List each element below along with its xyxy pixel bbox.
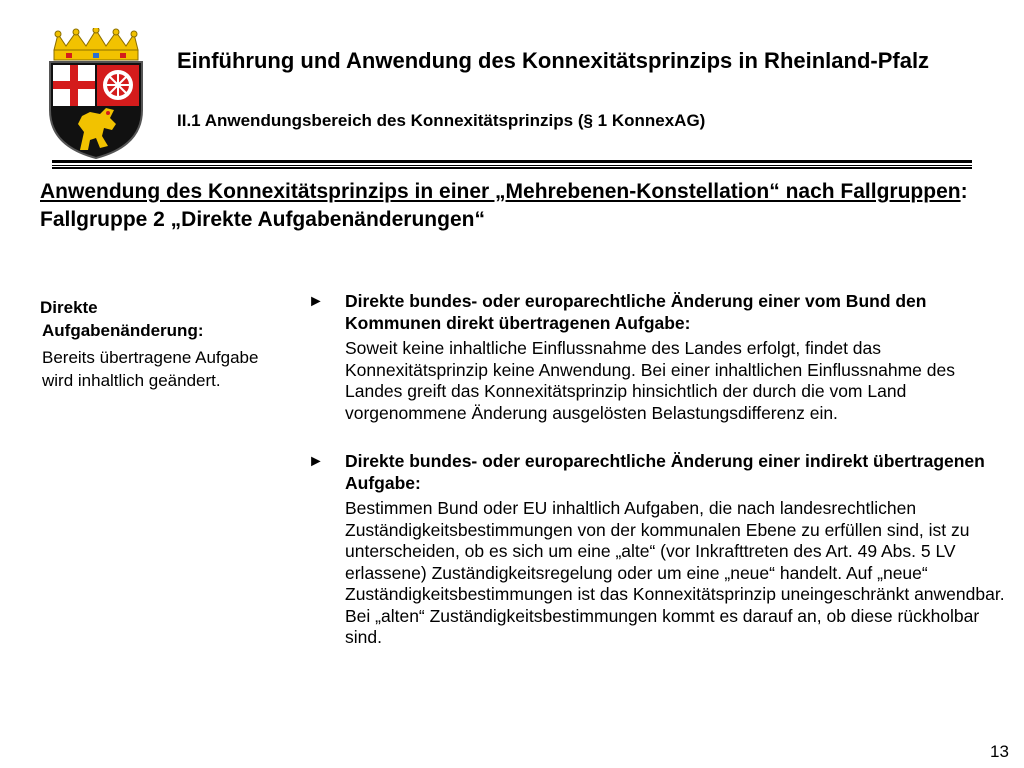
sidebar-heading-line2: Aufgabenänderung: (42, 321, 204, 340)
main-content (308, 290, 1008, 649)
slide-heading-underlined: Anwendung des Konnexitätsprinzips in einer „Mehrebenen-Konstellation“ nach Fallgruppen (40, 180, 961, 203)
header-subtitle: II.1 Anwendungsbereich des Konnexitätsprinzips (§ 1 KonnexAG) (177, 111, 706, 130)
bullet-arrow-icon: ► (308, 453, 324, 470)
bullet-text: Bestimmen Bund oder EU inhaltlich Aufgaben, die nach landesrechtlichen Zuständigkeitsbestimmungen von der kommunalen Ebene zu erfüllen sind, ist zu unterscheiden, ob es sich um eine „alte“ (vor Inkrafttreten des Art. 49 Abs. 5 LV erlassene) Zuständigkeitsregelung oder um eine „neue“ handelt. Auf „neue“ Zuständigkeitsbestimmungen ist das Konnexitätsprinzip uneingeschränkt anwendbar. Bei „alten“ Zuständigkeitsbestimmungen kommt es darauf an, ob diese rückholbar sind. (345, 498, 1005, 647)
sidebar-text: Bereits übertragene Aufgabe wird inhaltlich geändert. (42, 348, 259, 390)
sidebar-note (40, 296, 280, 392)
rheinland-pfalz-coat-of-arms-icon (44, 28, 148, 160)
header-divider (52, 160, 972, 163)
sidebar-heading-line1: Direkte (40, 298, 98, 317)
slide-heading-rest: : Fallgruppe 2 „Direkte Aufgabenänderungen“ (40, 180, 968, 231)
bullet-heading: Direkte bundes- oder europarechtliche Änderung einer vom Bund den Kommunen direkt übertragenen Aufgabe: (345, 291, 927, 333)
bullet-item (308, 450, 1008, 649)
coat-of-arms-logo (44, 28, 148, 160)
bullet-heading: Direkte bundes- oder europarechtliche Änderung einer indirekt übertragenen Aufgabe: (345, 451, 985, 493)
bullet-item (308, 290, 1008, 424)
sidebar-heading (40, 296, 280, 342)
page-number: 13 (990, 742, 1009, 761)
bullet-text: Soweit keine inhaltliche Einflussnahme des Landes erfolgt, findet das Konnexitätsprinzip keine Anwendung. Bei einer inhaltlichen Einflussnahme des Landes greift das Konnexitätsprinzip hinsichtlich der durch die vom Land vorgenommene Änderung ausgelösten Belastungsdifferenz ein. (345, 338, 955, 423)
header-divider (52, 167, 972, 169)
bullet-arrow-icon: ► (308, 293, 324, 310)
slide-heading (40, 178, 1010, 234)
header-divider (52, 165, 972, 166)
header-title: Einführung und Anwendung des Konnexitätsprinzips in Rheinland-Pfalz (177, 48, 930, 73)
